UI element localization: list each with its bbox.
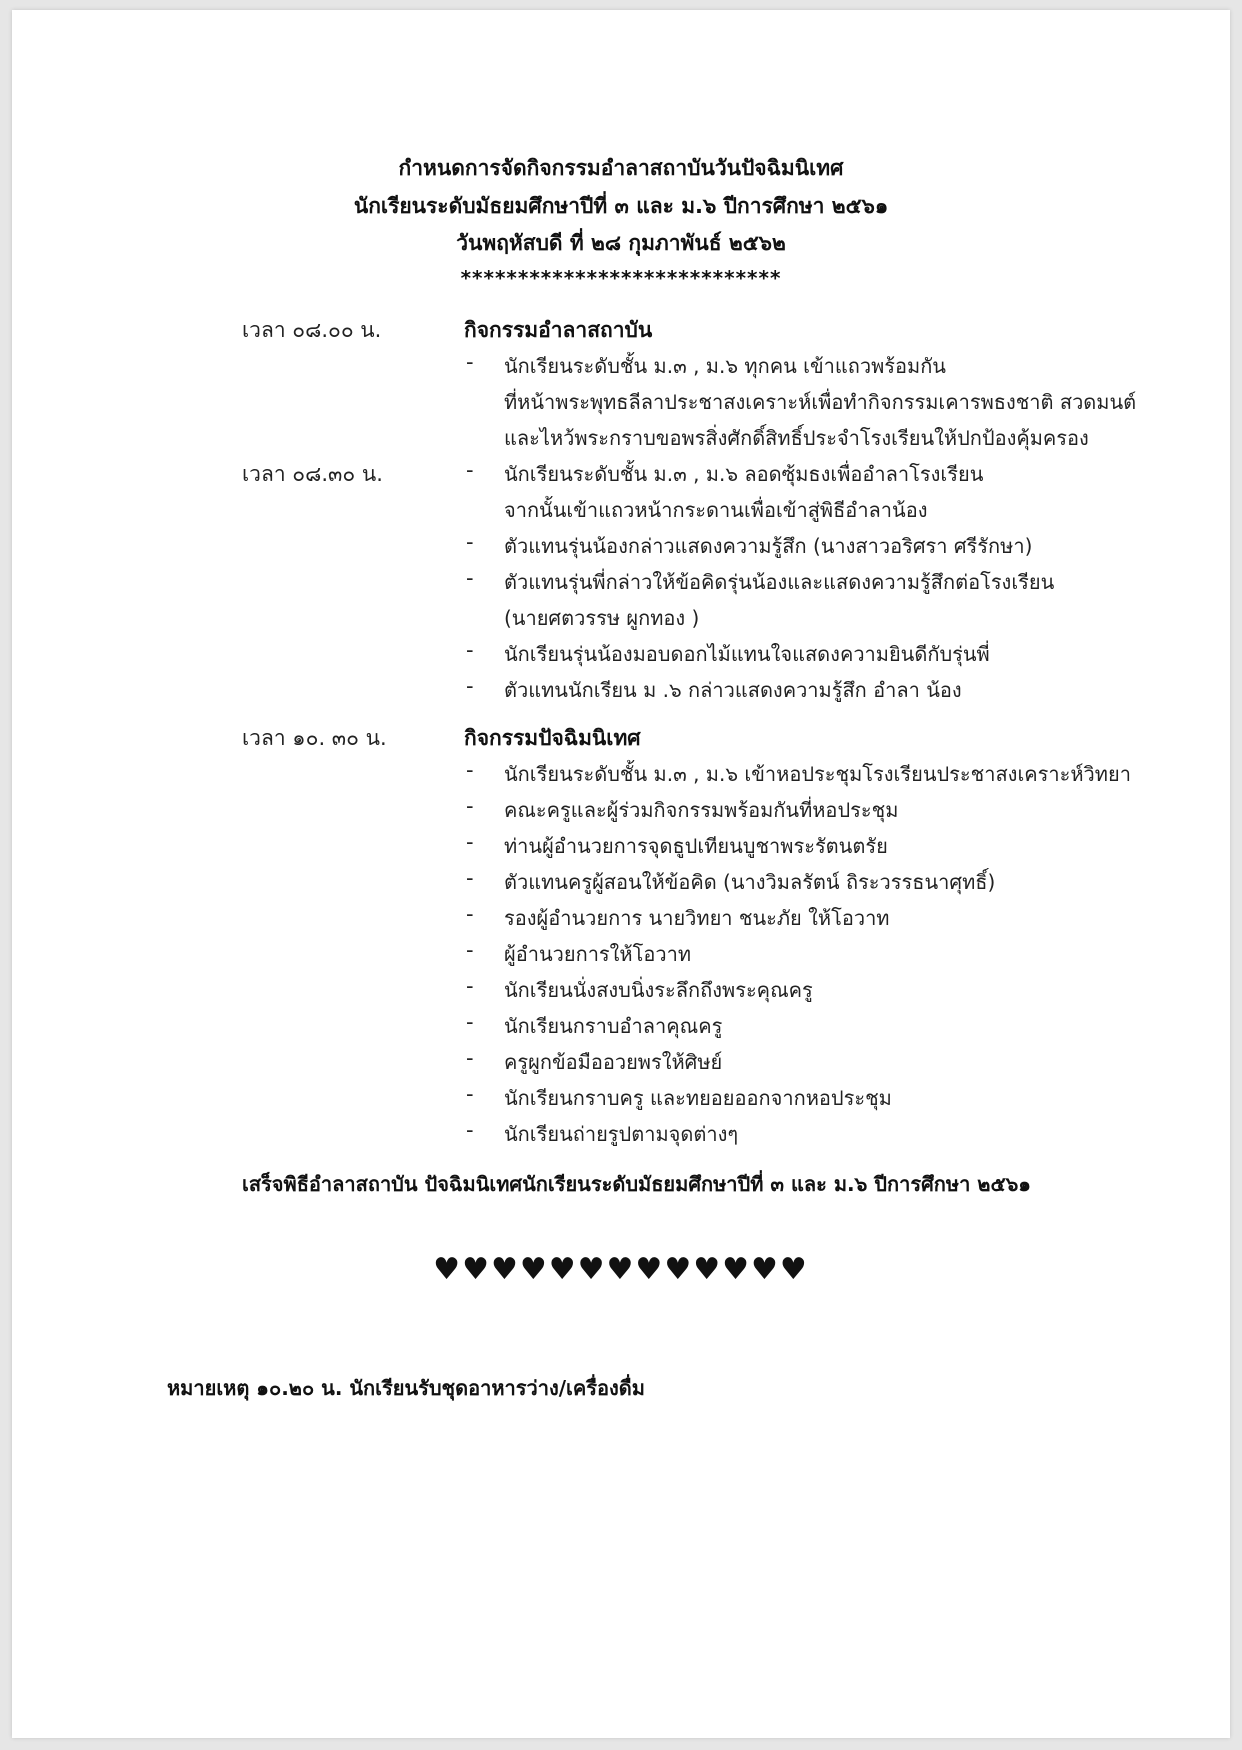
time-label: เวลา ๐๘.๐๐ น. [242, 318, 382, 342]
schedule-item: นักเรียนถ่ายรูปตามจุดต่างๆ [504, 1122, 739, 1146]
bullet-dash: - [466, 794, 474, 818]
document-page [12, 10, 1230, 1738]
schedule-item: ตัวแทนครูผู้สอนให้ข้อคิด (นางวิมลรัตน์ ถิระวรรธนาศุทธิ์) [504, 870, 996, 894]
bullet-dash: - [466, 938, 474, 962]
time-label: เวลา ๐๘.๓๐ น. [242, 462, 383, 486]
schedule-item-continued: และไหว้พระกราบขอพรสิ่งศักดิ์สิทธิ์ประจำโรงเรียนให้ปกป้องคุ้มครอง [504, 426, 1089, 450]
schedule-item-continued: จากนั้นเข้าแถวหน้ากระดานเพื่อเข้าสู่พิธีอำลาน้อง [504, 498, 928, 522]
bullet-dash: - [466, 902, 474, 926]
star-divider: **************************** [460, 266, 782, 290]
schedule-item: นักเรียนระดับชั้น ม.๓ , ม.๖ ลอดซุ้มธงเพื่ออำลาโรงเรียน [504, 462, 984, 486]
bullet-dash: - [466, 1118, 474, 1142]
schedule-item: ตัวแทนรุ่นน้องกล่าวแสดงความรู้สึก (นางสาวอริศรา ศรีรักษา) [504, 534, 1033, 558]
bullet-dash: - [466, 866, 474, 890]
bullet-dash: - [466, 830, 474, 854]
document-subtitle: นักเรียนระดับมัธยมศึกษาปีที่ ๓ และ ม.๖ ปีการศึกษา ๒๕๖๑ [353, 194, 889, 218]
bullet-dash: - [466, 758, 474, 782]
bullet-dash: - [466, 974, 474, 998]
document-title: กำหนดการจัดกิจกรรมอำลาสถาบันวันปัจฉิมนิเทศ [398, 156, 844, 180]
bullet-dash: - [466, 458, 474, 482]
section-heading: กิจกรรมปัจฉิมนิเทศ [464, 726, 641, 750]
bullet-dash: - [466, 530, 474, 554]
remark-note: หมายเหตุ ๑๐.๒๐ น. นักเรียนรับชุดอาหารว่าง/เครื่องดื่ม [167, 1376, 645, 1400]
bullet-dash: - [466, 566, 474, 590]
schedule-item: นักเรียนนั่งสงบนิ่งระลึกถึงพระคุณครู [504, 978, 813, 1002]
bullet-dash: - [466, 674, 474, 698]
schedule-item: ตัวแทนนักเรียน ม .๖ กล่าวแสดงความรู้สึก อำลา น้อง [504, 678, 962, 702]
heart-divider: ♥♥♥♥♥♥♥♥♥♥♥♥♥ [433, 1252, 809, 1287]
schedule-item: ครูผูกข้อมืออวยพรให้ศิษย์ [504, 1050, 723, 1074]
time-label: เวลา ๑๐. ๓๐ น. [242, 726, 387, 750]
bullet-dash: - [466, 1046, 474, 1070]
schedule-item: ตัวแทนรุ่นพี่กล่าวให้ข้อคิดรุ่นน้องและแสดงความรู้สึกต่อโรงเรียน [504, 570, 1055, 594]
schedule-item-continued: ที่หน้าพระพุทธลีลาประชาสงเคราะห์เพื่อทำกิจกรรมเคารพธงชาติ สวดมนต์ [504, 390, 1137, 414]
closing-statement: เสร็จพิธีอำลาสถาบัน ปัจฉิมนิเทศนักเรียนระดับมัธยมศึกษาปีที่ ๓ และ ม.๖ ปีการศึกษา ๒๕๖๑ [242, 1172, 1031, 1196]
schedule-item: คณะครูและผู้ร่วมกิจกรรมพร้อมกันที่หอประชุม [504, 798, 899, 822]
bullet-dash: - [466, 1010, 474, 1034]
schedule-item-continued: (นายศตวรรษ ผูกทอง ) [504, 606, 700, 630]
document-date: วันพฤหัสบดี ที่ ๒๘ กุมภาพันธ์ ๒๕๖๒ [456, 231, 786, 255]
schedule-item: นักเรียนกราบครู และทยอยออกจากหอประชุม [504, 1086, 892, 1110]
schedule-item: นักเรียนกราบอำลาคุณครู [504, 1014, 723, 1038]
schedule-item: นักเรียนระดับชั้น ม.๓ , ม.๖ เข้าหอประชุมโรงเรียนประชาสงเคราะห์วิทยา [504, 762, 1131, 786]
schedule-item: นักเรียนระดับชั้น ม.๓ , ม.๖ ทุกคน เข้าแถวพร้อมกัน [504, 354, 946, 378]
bullet-dash: - [466, 638, 474, 662]
schedule-item: ผู้อำนวยการให้โอวาท [504, 942, 692, 966]
schedule-item: รองผู้อำนวยการ นายวิทยา ชนะภัย ให้โอวาท [504, 906, 890, 930]
bullet-dash: - [466, 1082, 474, 1106]
schedule-item: ท่านผู้อำนวยการจุดธูปเทียนบูชาพระรัตนตรัย [504, 834, 888, 858]
schedule-item: นักเรียนรุ่นน้องมอบดอกไม้แทนใจแสดงความยินดีกับรุ่นพี่ [504, 642, 990, 666]
bullet-dash: - [466, 350, 474, 374]
section-heading: กิจกรรมอำลาสถาบัน [464, 318, 653, 342]
